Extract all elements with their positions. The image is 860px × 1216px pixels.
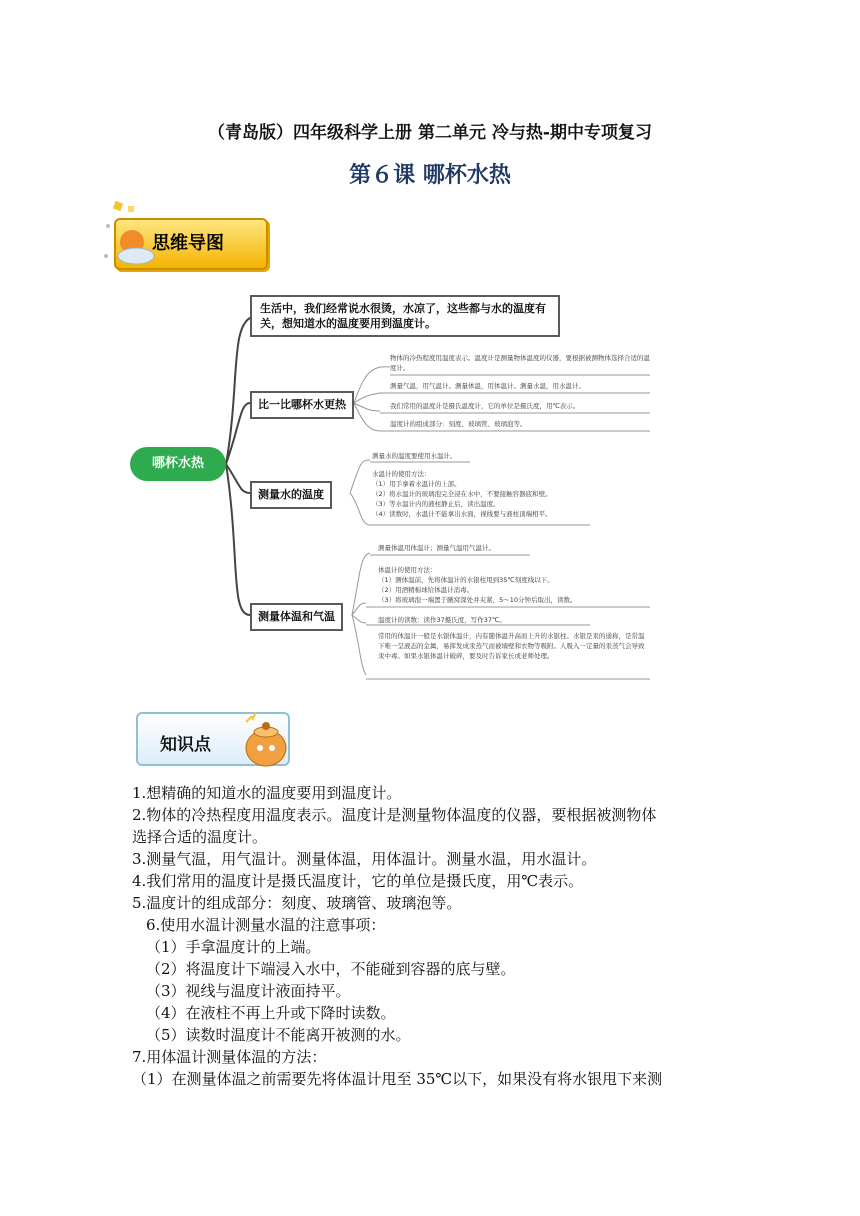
- mindmap-intro: 生活中，我们经常说水很烫，水凉了，这些都与水的温度有关，想知道水的温度要用到温度计。: [250, 295, 560, 337]
- branch3-leaf: 温度计的读数：读作37摄氏度，写作37℃。: [378, 616, 506, 624]
- branch3-leaf: 测量体温用体温计；测量气温用气温计。: [378, 544, 495, 552]
- branch3-leaf: （1）测体温前，先将体温计的水银柱甩到35℃刻度线以下。: [378, 576, 554, 584]
- knowledge-point: 3.测量气温，用气温计。测量体温，用体温计。测量水温，用水温计。: [132, 850, 597, 868]
- knowledge-point: 1.想精确的知道水的温度要用到温度计。: [132, 784, 402, 802]
- branch3-leaf: 体温计的使用方法：: [378, 566, 437, 574]
- knowledge-point: 5.温度计的组成部分：刻度、玻璃管、玻璃泡等。: [132, 894, 462, 912]
- branch3-leaf: 常用的体温计一般是水银体温计，内有随体温升高而上升的水银柱。水银是汞的通称，是常温下唯一呈液态的金属，易挥发成汞蒸气而被墙壁和衣物等吸附。人吸入一定量的汞蒸气会导致汞中毒。如果水银体温计破碎，要及时告诉家长或老师处理。: [378, 632, 645, 660]
- teapot-icon: [238, 708, 298, 772]
- knowledge-point: 4.我们常用的温度计是摄氏温度计，它的单位是摄氏度，用℃表示。: [132, 872, 584, 890]
- lesson-title: 第６课 哪杯水热: [349, 163, 511, 188]
- knowledge-point: 选择合适的温度计。: [132, 828, 268, 846]
- mindmap-badge: [100, 196, 270, 276]
- branch-measure-water: 测量水的温度: [250, 481, 332, 509]
- knowledge-point: （3）视线与温度计液面持平。: [146, 982, 351, 1000]
- mindmap-root: 哪杯水热: [130, 447, 226, 481]
- branch2-leaf: （1）用手拿着水温计的上部。: [372, 480, 461, 488]
- document-title: （青岛版）四年级科学上册 第二单元 冷与热-期中专项复习: [208, 123, 652, 143]
- knowledge-point: 6.使用水温计测量水温的注意事项：: [146, 916, 386, 934]
- branch-measure-body-air: 测量体温和气温: [250, 603, 343, 631]
- branch3-leaf: （3）将玻璃泡一端置于腋窝深处并夹紧，5～10分钟后取出，读数。: [378, 596, 577, 604]
- branch2-leaf: 水温计的使用方法：: [372, 470, 431, 478]
- branch2-leaf: （3）等水温计内的液柱静止后，读出温度。: [372, 500, 500, 508]
- knowledge-point: 7.用体温计测量体温的方法：: [132, 1048, 327, 1066]
- mindmap-badge-label: 思维导图: [152, 233, 224, 254]
- branch1-leaf: 物体的冷热程度用温度表示。温度计是测量物体温度的仪器，要根据被测物体选择合适的温度计。: [390, 354, 650, 372]
- knowledge-point: 2.物体的冷热程度用温度表示。温度计是测量物体温度的仪器，要根据被测物体: [132, 806, 657, 824]
- knowledge-point: （1）手拿温度计的上端。: [146, 938, 321, 956]
- branch1-leaf: 温度计的组成部分：刻度、玻璃管、玻璃泡等。: [390, 420, 527, 428]
- branch2-leaf: （2）将水温计的玻璃泡完全浸在水中，不要接触容器底和壁。: [372, 490, 552, 498]
- branch1-leaf: 我们常用的温度计是摄氏温度计，它的单位是摄氏度，用℃表示。: [390, 402, 580, 410]
- mindmap: [120, 285, 660, 685]
- knowledge-badge: [132, 708, 302, 772]
- knowledge-point: （2）将温度计下端浸入水中，不能碰到容器的底与壁。: [146, 960, 516, 978]
- knowledge-point: （1）在测量体温之前需要先将体温计甩至 35℃以下，如果没有将水银甩下来测: [132, 1070, 663, 1088]
- branch3-leaf: （2）用酒精棉球给体温计消毒。: [378, 586, 474, 594]
- branch2-leaf: （4）读数时，水温计不能拿出水面，视线要与液柱顶端相平。: [372, 510, 552, 518]
- knowledge-badge-label: 知识点: [160, 735, 211, 755]
- branch1-leaf: 测量气温，用气温计。测量体温，用体温计。测量水温，用水温计。: [390, 382, 585, 390]
- branch-compare-water: 比一比哪杯水更热: [250, 391, 354, 419]
- knowledge-point: （4）在液柱不再上升或下降时读数。: [146, 1004, 396, 1022]
- knowledge-point: （5）读数时温度计不能离开被测的水。: [146, 1026, 411, 1044]
- branch2-leaf: 测量水的温度要使用水温计。: [372, 452, 457, 460]
